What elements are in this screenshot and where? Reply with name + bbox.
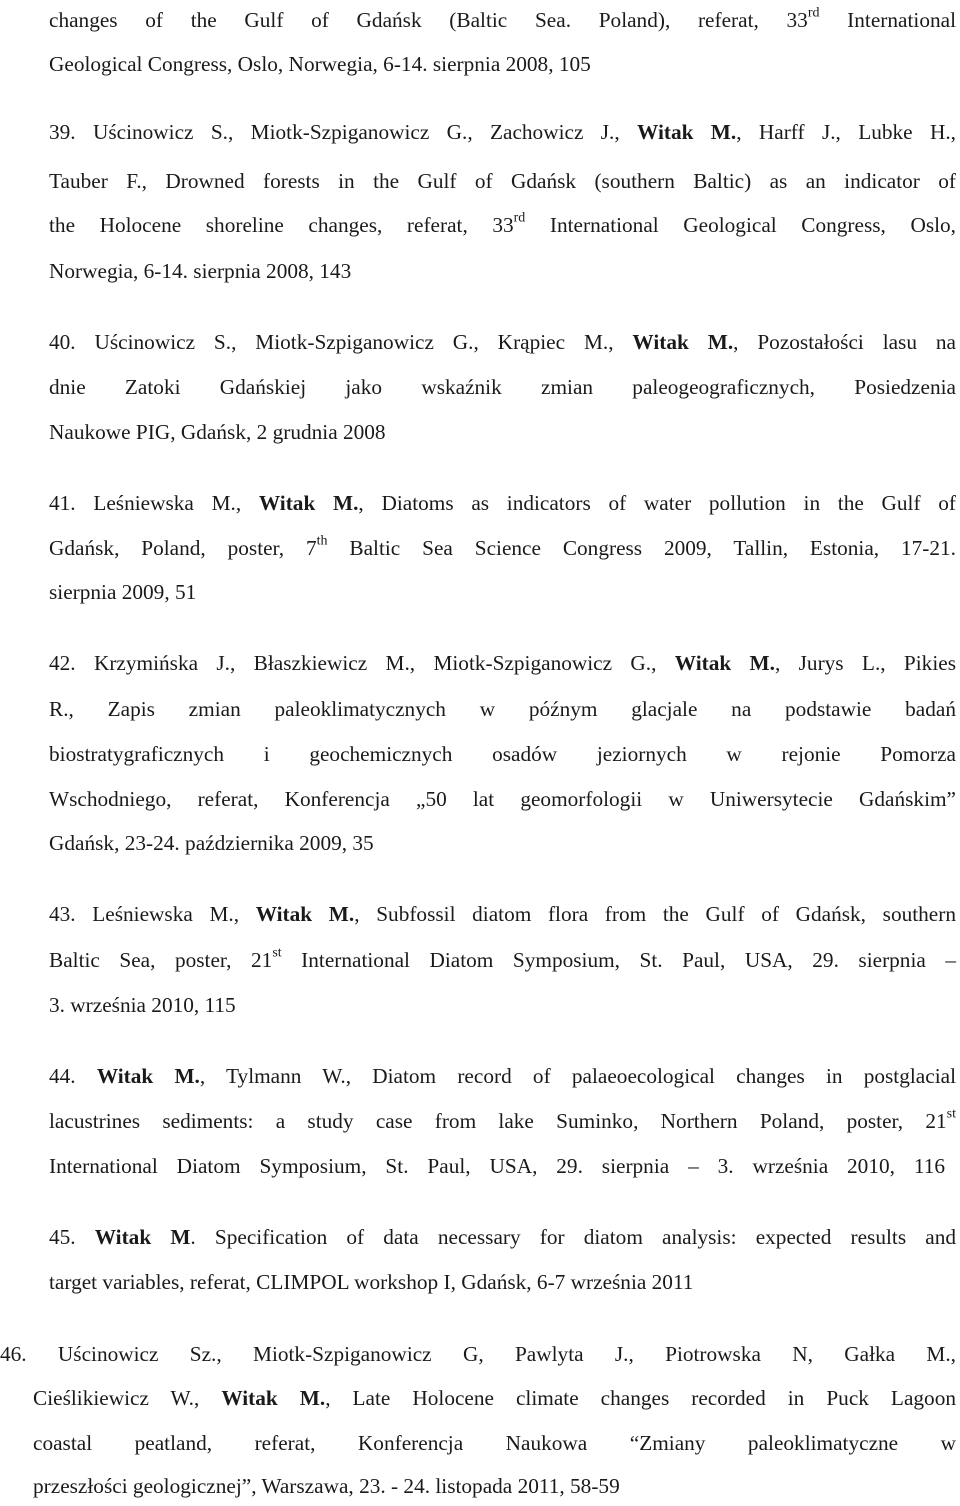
- text-run: 44.: [49, 1064, 97, 1088]
- text-run: lacustrines sediments: a study case from lake Suminko, Northern Poland, poster, 21: [49, 1109, 947, 1133]
- text-line: [49, 161, 956, 201]
- text-line: [49, 251, 429, 291]
- text-run: target variables, referat, CLIMPOL workshop I, Gdańsk, 6-7 września 2011: [49, 1270, 694, 1294]
- text-line: [49, 112, 956, 152]
- text-line: [33, 1466, 773, 1506]
- text-run: Tauber F., Drowned forests in the Gulf of Gdańsk (southern Baltic) as an indicator of: [49, 169, 956, 193]
- text-run: the Holocene shoreline changes, referat, 33: [49, 213, 514, 237]
- text-run: , Diatoms as indicators of water pollution in the Gulf of: [358, 491, 957, 515]
- text-run: , Pozostałości lasu na: [733, 330, 956, 354]
- text-run: 45.: [49, 1225, 95, 1249]
- text-run: , Late Holocene climate changes recorded in Puck Lagoon: [325, 1386, 956, 1410]
- text-run: Baltic Sea, poster, 21: [49, 948, 273, 972]
- text-run: International: [819, 8, 956, 32]
- text-run: . Specification of data necessary for diatom analysis: expected results and: [190, 1225, 956, 1249]
- text-run: Wschodniego, referat, Konferencja „50 lat geomorfologii w Uniwersytecie Gdańskim”: [49, 787, 956, 811]
- text-run: Naukowe PIG, Gdańsk, 2 grudnia 2008: [49, 420, 386, 444]
- author-highlight: Witak M.: [255, 902, 355, 926]
- text-line: [49, 689, 956, 729]
- text-run: , Subfossil diatom flora from the Gulf of Gdańsk, southern: [354, 902, 957, 926]
- author-highlight: Witak M.: [96, 1064, 200, 1088]
- ordinal-superscript: st: [272, 945, 282, 961]
- text-run: 3. września 2010, 115: [49, 993, 236, 1017]
- text-run: Cieślikiewicz W.,: [33, 1386, 222, 1410]
- text-line: [49, 1217, 956, 1257]
- text-line: [33, 1423, 956, 1463]
- text-line: [49, 1101, 956, 1141]
- text-run: 41. Leśniewska M.,: [49, 491, 259, 515]
- text-run: sierpnia 2009, 51: [49, 580, 197, 604]
- text-run: R., Zapis zmian paleoklimatycznych w późnym glacjale na podstawie badań: [49, 697, 956, 721]
- text-line: [49, 734, 956, 774]
- ordinal-superscript: rd: [807, 5, 820, 21]
- text-line: [33, 1378, 956, 1418]
- ordinal-superscript: th: [316, 533, 328, 549]
- text-run: Norwegia, 6-14. sierpnia 2008, 143: [49, 259, 352, 283]
- text-line: [49, 985, 289, 1025]
- text-line: [49, 779, 956, 819]
- text-run: , Harff J., Lubke H.,: [736, 120, 956, 144]
- text-run: 39. Uścinowicz S., Miotk-Szpiganowicz G., Zachowicz J.,: [49, 120, 638, 144]
- text-run: Gdańsk, Poland, poster, 7: [49, 536, 317, 560]
- text-line: [49, 643, 956, 683]
- text-run: 40. Uścinowicz S., Miotk-Szpiganowicz G., Krąpiec M.,: [49, 330, 633, 354]
- text-line: [49, 205, 956, 245]
- text-run: International Diatom Symposium, St. Paul, USA, 29. sierpnia – 3. września 2010, 116: [49, 1154, 945, 1178]
- text-run: Gdańsk, 23-24. października 2009, 35: [49, 831, 374, 855]
- text-run: , Tylmann W., Diatom record of palaeoecological changes in postglacial: [199, 1064, 956, 1088]
- text-run: przeszłości geologicznej”, Warszawa, 23. - 24. listopada 2011, 58-59: [33, 1474, 620, 1498]
- text-line: [49, 1146, 945, 1186]
- text-run: 43. Leśniewska M.,: [49, 902, 256, 926]
- author-highlight: Witak M.: [674, 651, 775, 675]
- text-line: [49, 1262, 811, 1302]
- text-line: [49, 823, 459, 863]
- text-run: coastal peatland, referat, Konferencja Naukowa “Zmiany paleoklimatyczne w: [33, 1431, 956, 1455]
- text-line: [49, 322, 956, 362]
- author-highlight: Witak M.: [637, 120, 737, 144]
- text-line: [49, 1056, 956, 1096]
- text-run: changes of the Gulf of Gdańsk (Baltic Sea. Poland), referat, 33: [49, 8, 808, 32]
- text-run: biostratygraficznych i geochemicznych osadów jeziornych w rejonie Pomorza: [49, 742, 956, 766]
- text-run: International Geological Congress, Oslo,: [525, 213, 956, 237]
- text-run: International Diatom Symposium, St. Paul, USA, 29. sierpnia –: [281, 948, 956, 972]
- text-run: 42. Krzymińska J., Błaszkiewicz M., Miotk-Szpiganowicz G.,: [49, 651, 675, 675]
- author-highlight: Witak M.: [632, 330, 734, 354]
- text-line: [49, 894, 956, 934]
- author-highlight: Witak M.: [258, 491, 359, 515]
- text-run: dnie Zatoki Gdańskiej jako wskaźnik zmian paleogeograficznych, Posiedzenia: [49, 375, 956, 399]
- text-line: [49, 528, 956, 568]
- text-line: [49, 412, 469, 452]
- author-highlight: Witak M: [94, 1225, 191, 1249]
- text-run: Geological Congress, Oslo, Norwegia, 6-14. sierpnia 2008, 105: [49, 52, 591, 76]
- text-line: [49, 44, 709, 84]
- ordinal-superscript: rd: [513, 210, 526, 226]
- text-run: 46. Uścinowicz Sz., Miotk-Szpiganowicz G, Pawlyta J., Piotrowska N, Gałka M.,: [0, 1342, 956, 1366]
- text-line: [0, 1334, 956, 1374]
- text-line: [49, 940, 956, 980]
- text-line: [49, 0, 956, 40]
- text-run: , Jurys L., Pikies: [774, 651, 956, 675]
- ordinal-superscript: st: [946, 1106, 956, 1122]
- text-line: [49, 483, 956, 523]
- text-line: [49, 367, 956, 407]
- author-highlight: Witak M.: [221, 1386, 326, 1410]
- text-run: Baltic Sea Science Congress 2009, Tallin, Estonia, 17-21.: [327, 536, 957, 560]
- text-line: [49, 572, 239, 612]
